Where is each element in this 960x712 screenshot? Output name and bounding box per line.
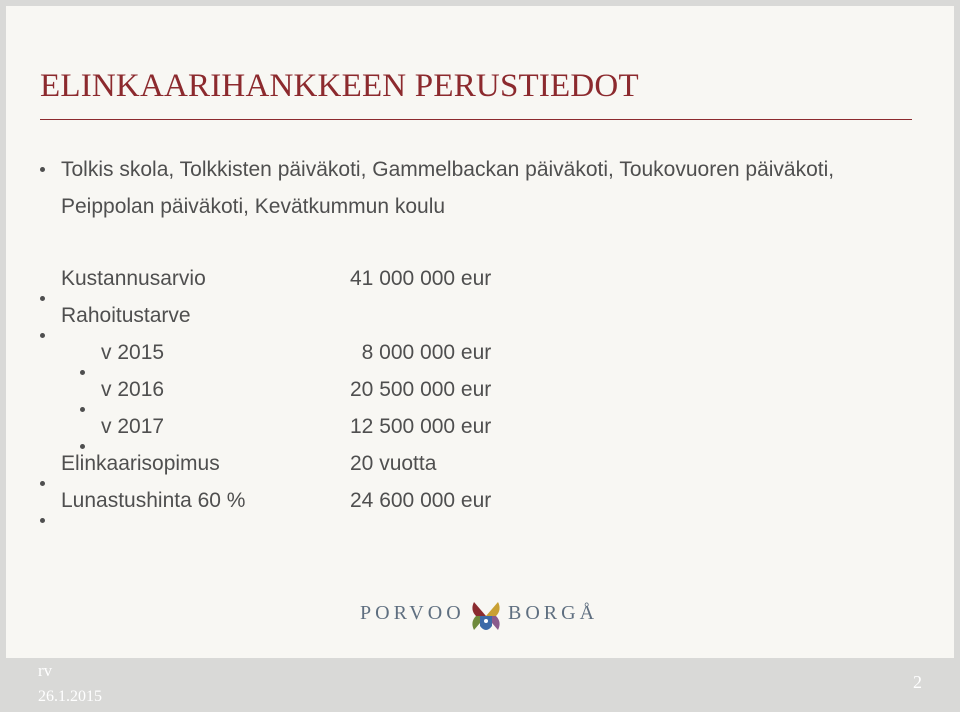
page-number: 2 (913, 672, 922, 692)
logo-text-borga: BORGÅ (508, 602, 599, 624)
row-label: Elinkaarisopimus (61, 452, 220, 475)
row-value: 20 500 000 eur (350, 378, 492, 401)
bullet-icon (40, 313, 45, 350)
logo-text-porvoo: PORVOO (360, 602, 465, 624)
bullet-icon (40, 151, 48, 188)
slide (6, 6, 954, 658)
bullet-icon (40, 276, 45, 313)
row-label: v 2017 (101, 415, 165, 438)
row-label: Kustannusarvio (61, 267, 206, 290)
intro-bullet (40, 151, 920, 225)
bullet-icon (80, 350, 85, 387)
row-label: v 2015 (101, 341, 165, 364)
row-label: v 2016 (101, 378, 165, 401)
row-label: Lunastushinta 60 % (61, 489, 246, 512)
bullet-icon (80, 387, 85, 424)
title-divider (40, 119, 912, 120)
row-value: 20 vuotta (350, 452, 437, 475)
city-emblem-icon (466, 596, 506, 636)
slide-title: ELINKAARIHANKKEEN PERUSTIEDOT (40, 68, 639, 104)
bullet-icon (40, 498, 45, 535)
row-value: 41 000 000 eur (350, 267, 492, 290)
intro-text: Tolkis skola, Tolkkisten päiväkoti, Gammelbackan päiväkoti, Toukovuoren päiväkoti, Peippolan päiväkoti, Kevätkummun koulu (61, 158, 835, 218)
porvoo-borga-logo (358, 594, 608, 640)
bullet-icon (40, 461, 45, 498)
footer-date: 26.1.2015 (38, 688, 102, 705)
row-label: Rahoitustarve (61, 304, 191, 327)
row-value: 24 600 000 eur (350, 489, 492, 512)
row-value: 12 500 000 eur (350, 415, 492, 438)
footer-author: rv (38, 661, 53, 680)
row-value: 8 000 000 eur (350, 341, 492, 364)
